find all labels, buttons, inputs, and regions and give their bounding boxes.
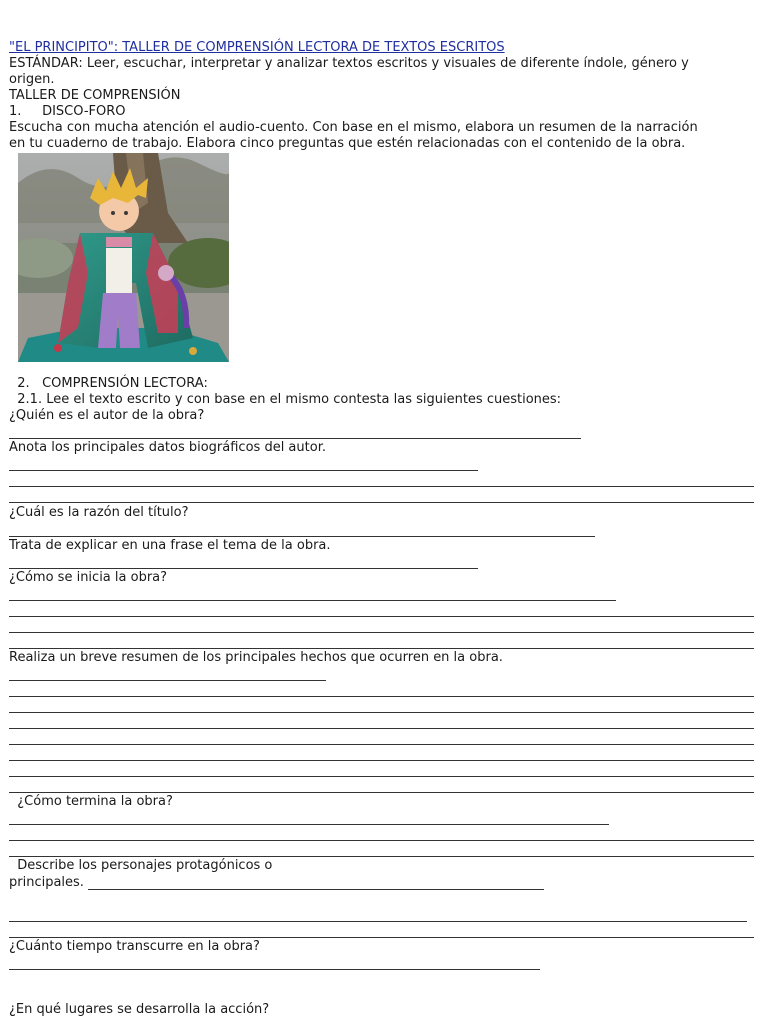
answer-line[interactable] — [9, 776, 754, 777]
section-1-instructions: Escucha con mucha atención el audio-cuento. Con base en el mismo, elabora un resumen de la narración — [9, 120, 698, 135]
question-characters-cont: principales. — [9, 875, 84, 890]
answer-line[interactable] — [9, 792, 754, 793]
answer-line[interactable] — [9, 486, 754, 487]
answer-line[interactable] — [9, 840, 754, 841]
answer-line[interactable] — [9, 616, 754, 617]
question-beginning: ¿Cómo se inicia la obra? — [9, 570, 168, 585]
answer-line[interactable] — [9, 632, 754, 633]
question-places: ¿En qué lugares se desarrolla la acción? — [9, 1002, 270, 1017]
answer-line[interactable] — [9, 969, 540, 970]
answer-line[interactable] — [9, 502, 754, 503]
question-ending: ¿Cómo termina la obra? — [9, 794, 173, 809]
workshop-heading: TALLER DE COMPRENSIÓN — [9, 88, 181, 103]
answer-line[interactable] — [88, 889, 544, 890]
standard-text: ESTÁNDAR: Leer, escuchar, interpretar y analizar textos escritos y visuales de diferente índole, género y — [9, 56, 689, 71]
answer-line[interactable] — [9, 937, 754, 938]
question-author: ¿Quién es el autor de la obra? — [9, 408, 205, 423]
answer-line[interactable] — [9, 568, 478, 569]
answer-line[interactable] — [9, 856, 754, 857]
answer-line[interactable] — [9, 921, 747, 922]
answer-line[interactable] — [9, 712, 754, 713]
question-time: ¿Cuánto tiempo transcurre en la obra? — [9, 939, 260, 954]
answer-line[interactable] — [9, 470, 478, 471]
section-2-heading: 2. COMPRENSIÓN LECTORA: — [9, 376, 208, 391]
answer-line[interactable] — [9, 438, 581, 439]
answer-line[interactable] — [9, 824, 609, 825]
question-title-reason: ¿Cuál es la razón del título? — [9, 505, 189, 520]
section-1-heading: 1. DISCO-FORO — [9, 104, 126, 119]
answer-line[interactable] — [9, 648, 754, 649]
answer-line[interactable] — [9, 744, 754, 745]
question-characters: Describe los personajes protagónicos o — [9, 858, 273, 873]
little-prince-photo — [18, 153, 229, 362]
answer-line[interactable] — [9, 536, 595, 537]
answer-line[interactable] — [9, 696, 754, 697]
standard-text-cont: origen. — [9, 72, 55, 87]
question-theme: Trata de explicar en una frase el tema de la obra. — [9, 538, 331, 553]
section-2-1-instructions: 2.1. Lee el texto escrito y con base en el mismo contesta las siguientes cuestiones: — [9, 392, 562, 407]
answer-line[interactable] — [9, 600, 616, 601]
answer-line[interactable] — [9, 728, 754, 729]
question-biography: Anota los principales datos biográficos del autor. — [9, 440, 326, 455]
answer-line[interactable] — [9, 680, 326, 681]
worksheet-title[interactable]: "EL PRINCIPITO": TALLER DE COMPRENSIÓN LECTORA DE TEXTOS ESCRITOS — [9, 40, 505, 55]
section-1-instructions-cont: en tu cuaderno de trabajo. Elabora cinco preguntas que estén relacionadas con el contenido de la obra. — [9, 136, 686, 151]
question-summary: Realiza un breve resumen de los principales hechos que ocurren en la obra. — [9, 650, 503, 665]
answer-line[interactable] — [9, 760, 754, 761]
